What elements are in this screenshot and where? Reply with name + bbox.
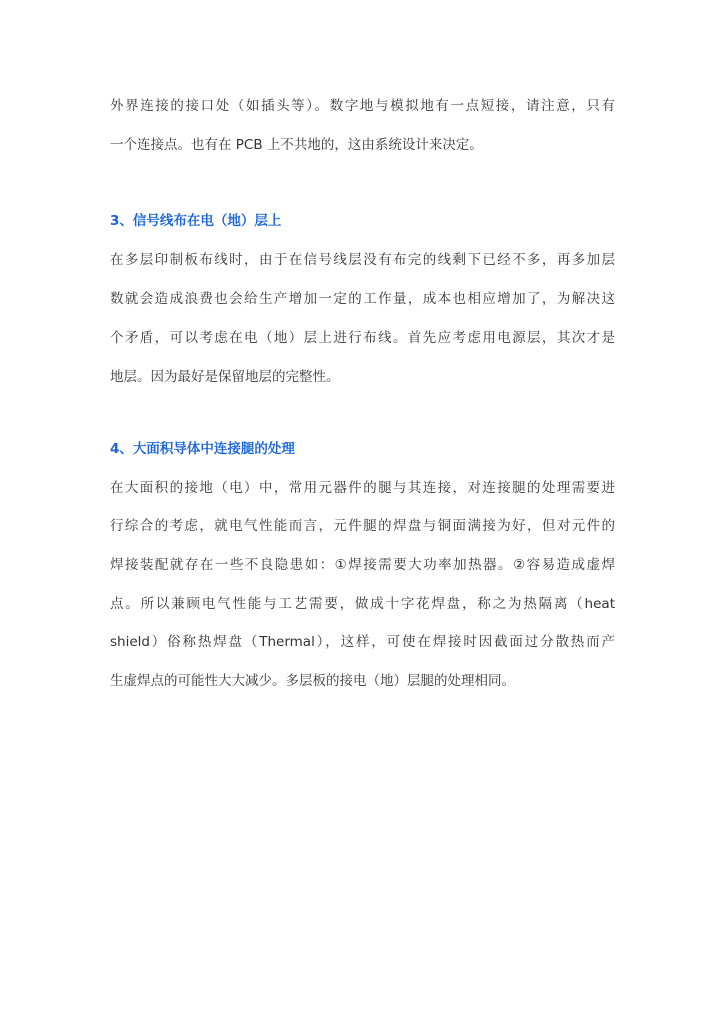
paragraph-line: 生虚焊点的可能性大大减少。多层板的接电（地）层腿的处理相同。 (110, 673, 515, 689)
section-heading-3: 3、信号线布在电（地）层上 (110, 213, 282, 229)
paragraph-line: 一个连接点。也有在 PCB 上不共地的，这由系统设计来决定。 (110, 137, 483, 153)
paragraph-line: 在大面积的接地（电）中，常用元器件的腿与其连接，对连接腿的处理需要进 (110, 480, 615, 496)
paragraph-line: 外界连接的接口处（如插头等）。数字地与模拟地有一点短接，请注意，只有 (110, 98, 615, 114)
paragraph-line: 个矛盾，可以考虑在电（地）层上进行布线。首先应考虑用电源层，其次才是 (110, 330, 615, 346)
paragraph-line: 在多层印制板布线时，由于在信号线层没有布完的线剩下已经不多，再多加层 (110, 252, 615, 268)
paragraph-line: 焊接装配就存在一些不良隐患如：①焊接需要大功率加热器。②容易造成虚焊 (110, 557, 615, 573)
paragraph-line: 行综合的考虑，就电气性能而言，元件腿的焊盘与铜面满接为好，但对元件的 (110, 518, 615, 534)
paragraph-line: 地层。因为最好是保留地层的完整性。 (110, 369, 340, 385)
paragraph-line: shield）俗称热焊盘（Thermal），这样，可使在焊接时因截面过分散热而产 (110, 634, 615, 650)
paragraph-line: 点。所以兼顾电气性能与工艺需要，做成十字花焊盘，称之为热隔离（heat (110, 596, 615, 612)
paragraph-line: 数就会造成浪费也会给生产增加一定的工作量，成本也相应增加了，为解决这 (110, 291, 615, 307)
section-heading-4: 4、大面积导体中连接腿的处理 (110, 441, 295, 457)
